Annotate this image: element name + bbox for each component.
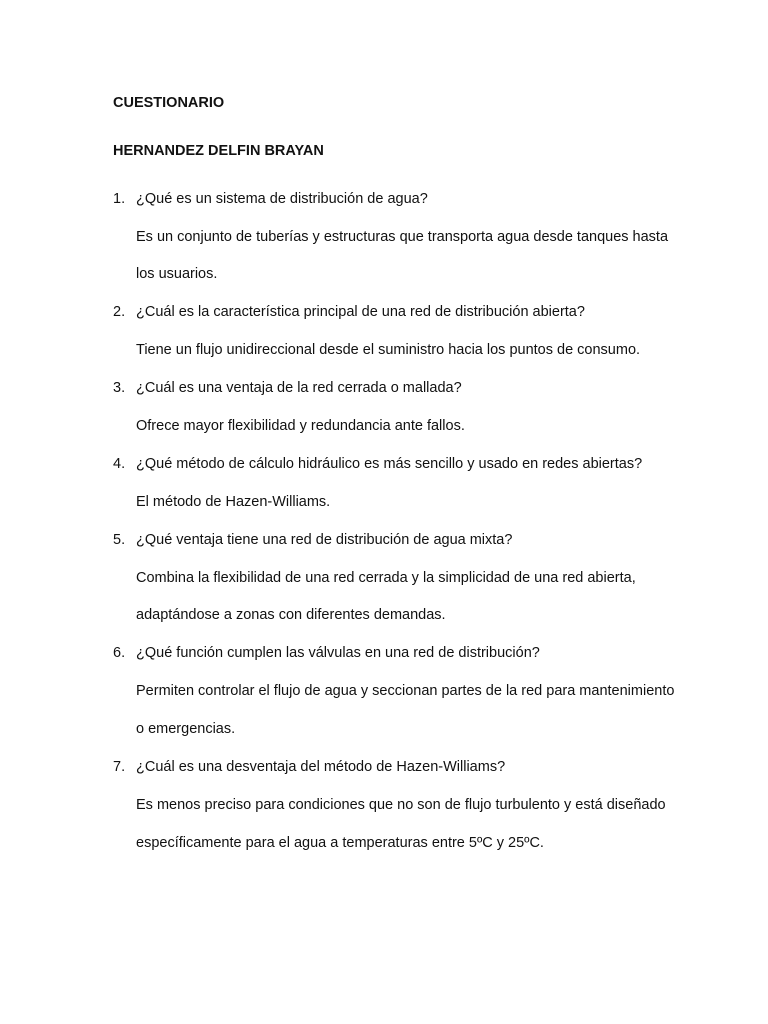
question-number-2: 2. [113,304,126,320]
answer-7-line-2: específicamente para el agua a temperaturas entre 5ºC y 25ºC. [136,835,544,851]
question-4: ¿Qué método de cálculo hidráulico es más sencillo y usado en redes abiertas? [136,456,643,472]
answer-4-line-1: El método de Hazen-Williams. [136,494,331,510]
document-title: CUESTIONARIO [113,95,225,111]
answer-3-line-1: Ofrece mayor flexibilidad y redundancia ante fallos. [136,418,465,434]
question-2: ¿Cuál es la característica principal de una red de distribución abierta? [136,304,585,320]
question-number-5: 5. [113,532,126,548]
answer-5-line-1: Combina la flexibilidad de una red cerrada y la simplicidad de una red abierta, [136,570,636,586]
answer-6-line-2: o emergencias. [136,721,236,737]
answer-7-line-1: Es menos preciso para condiciones que no son de flujo turbulento y está diseñado [136,797,666,813]
answer-5-line-2: adaptándose a zonas con diferentes demandas. [136,607,446,623]
answer-1-line-1: Es un conjunto de tuberías y estructuras que transporta agua desde tanques hasta [136,229,669,245]
question-3: ¿Cuál es una ventaja de la red cerrada o mallada? [136,380,462,396]
question-7: ¿Cuál es una desventaja del método de Hazen-Williams? [136,759,506,775]
question-number-6: 6. [113,645,126,661]
question-number-1: 1. [113,191,126,207]
question-number-3: 3. [113,380,126,396]
question-5: ¿Qué ventaja tiene una red de distribución de agua mixta? [136,532,513,548]
answer-2-line-1: Tiene un flujo unidireccional desde el suministro hacia los puntos de consumo. [136,342,641,358]
answer-1-line-2: los usuarios. [136,266,218,282]
author-name: HERNANDEZ DELFIN BRAYAN [113,143,324,159]
question-1: ¿Qué es un sistema de distribución de agua? [136,191,428,207]
question-number-7: 7. [113,759,126,775]
question-number-4: 4. [113,456,126,472]
question-6: ¿Qué función cumplen las válvulas en una red de distribución? [136,645,540,661]
answer-6-line-1: Permiten controlar el flujo de agua y seccionan partes de la red para mantenimiento [136,683,675,699]
